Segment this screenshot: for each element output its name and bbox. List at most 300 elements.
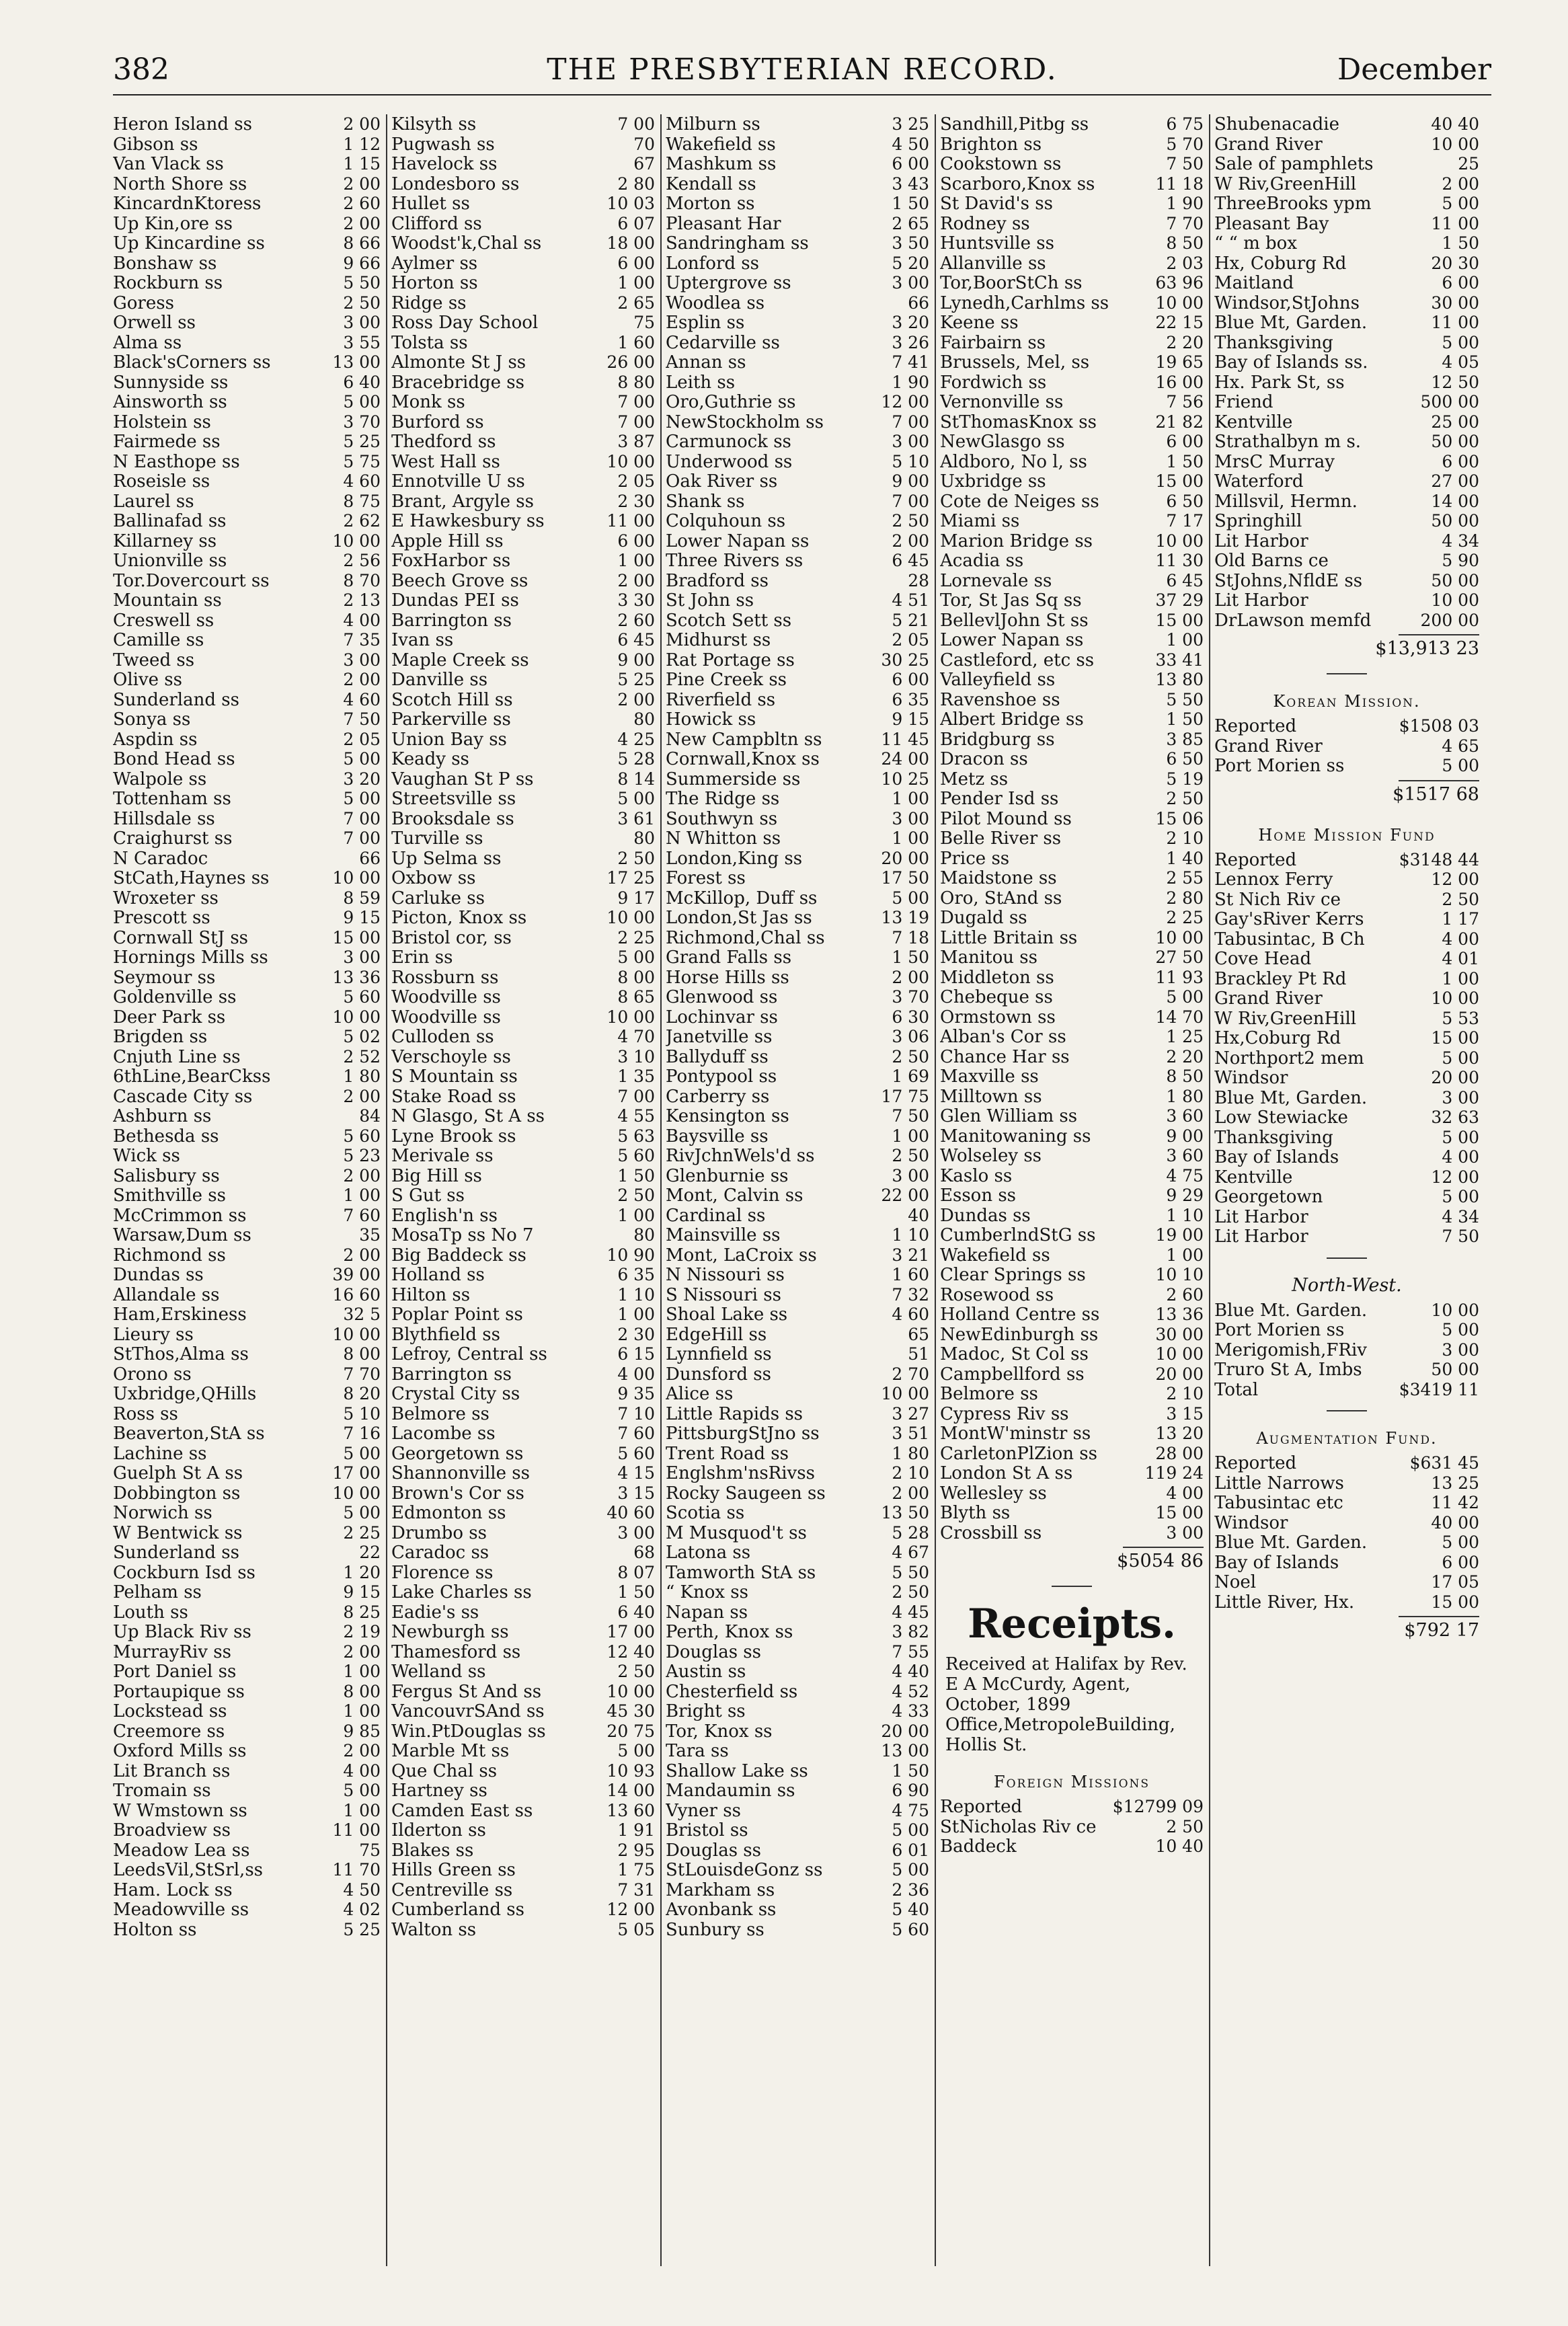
contributor-name: Tor,BoorStCh ss	[940, 274, 1083, 293]
ledger-row	[1214, 890, 1479, 910]
ledger-row	[391, 551, 655, 571]
ledger-row	[666, 1662, 929, 1682]
contributor-name: Reported	[1214, 717, 1297, 736]
ledger-row	[940, 531, 1204, 551]
ledger-row	[940, 1067, 1204, 1087]
ledger-row	[940, 769, 1204, 789]
amount: 10 00	[1431, 590, 1479, 610]
amount: 9 15	[892, 709, 929, 729]
ledger-row	[113, 1027, 381, 1047]
amount: $631 45	[1409, 1453, 1479, 1473]
ledger-row	[113, 1245, 381, 1266]
ledger-row	[391, 1027, 655, 1047]
ledger-row	[113, 1781, 381, 1801]
amount: 1 12	[343, 134, 381, 154]
amount: 2 50	[892, 511, 929, 531]
contributor-name: Woodville ss	[391, 1007, 501, 1028]
amount: 3 55	[343, 332, 381, 352]
contributor-name: Brussels, Mel, ss	[940, 353, 1090, 373]
amount: 3 00	[343, 313, 381, 332]
amount: 1 00	[1166, 1245, 1204, 1265]
ledger-row	[391, 254, 655, 274]
ledger-row	[666, 154, 929, 174]
ledger-row	[666, 1245, 929, 1266]
ledger-row	[113, 174, 381, 194]
contributor-name: Ashburn ss	[113, 1107, 212, 1126]
contributor-name: Goress	[113, 293, 174, 313]
contributor-name: Lit Harbor	[1214, 1207, 1308, 1227]
ledger-row	[113, 590, 381, 611]
ledger-row	[391, 1523, 655, 1543]
amount: 39 00	[332, 1265, 381, 1284]
amount: 9 00	[1166, 1126, 1204, 1146]
amount: 3 15	[617, 1483, 655, 1503]
ledger-row	[1214, 1128, 1479, 1148]
contributor-name: Scarboro,Knox ss	[940, 174, 1095, 194]
contributor-name: Old Barns ce	[1214, 551, 1329, 571]
amount: 3 27	[892, 1403, 929, 1424]
amount: 14 70	[1155, 1007, 1204, 1027]
amount: 3 85	[1166, 729, 1204, 749]
amount: 10 00	[1431, 1300, 1479, 1320]
contributor-name: Sonya ss	[113, 710, 191, 730]
contributor-name: Tolsta ss	[391, 333, 468, 353]
contributor-name: Blue Mt. Garden.	[1214, 1533, 1368, 1553]
ledger-row	[113, 1047, 381, 1067]
amount: 5 60	[892, 1919, 929, 1939]
amount: 5 20	[892, 253, 929, 273]
amount: 5 70	[1166, 134, 1204, 154]
amount: 2 20	[1166, 332, 1204, 352]
ledger-row	[1214, 471, 1479, 492]
contributor-name: Bond Head ss	[113, 750, 235, 769]
contributor-name: Brigden ss	[113, 1028, 208, 1047]
ledger-row	[391, 392, 655, 412]
amount: 17 50	[881, 868, 929, 888]
foreign-missions-rows	[940, 1797, 1204, 1857]
ledger-row	[666, 1344, 929, 1364]
contributor-name: Uxbridge,QHills	[113, 1385, 257, 1404]
contributor-name: Cornwall,Knox ss	[666, 750, 820, 769]
ledger-row	[391, 492, 655, 512]
ledger-row	[113, 1820, 381, 1840]
contributor-name: Cedarville ss	[666, 333, 780, 353]
ledger-row	[113, 1622, 381, 1642]
ledger-row	[113, 1582, 381, 1602]
amount: 5 00	[1166, 987, 1204, 1007]
amount: 5 00	[892, 1820, 929, 1840]
ledger-row	[113, 1364, 381, 1385]
contributor-name: Alma ss	[113, 333, 182, 353]
ledger-row	[113, 373, 381, 393]
ledger-row	[940, 352, 1204, 373]
ledger-row	[666, 492, 929, 512]
ledger-row	[113, 1741, 381, 1761]
amount: 1 40	[1166, 848, 1204, 868]
amount: 5 00	[343, 392, 381, 412]
ledger-row	[666, 254, 929, 274]
amount: 7 60	[343, 1205, 381, 1225]
contributor-name: Pugwash ss	[391, 134, 495, 155]
ledger-row	[666, 1761, 929, 1781]
amount: 3 70	[343, 412, 381, 432]
ledger-row	[113, 254, 381, 274]
ledger-row	[666, 214, 929, 234]
ledger-row	[113, 928, 381, 948]
contributor-name: Rockburn ss	[113, 274, 223, 293]
contributor-name: Fairmede ss	[113, 432, 221, 452]
ledger-row	[1214, 1592, 1479, 1613]
ledger-row	[113, 1206, 381, 1226]
ledger-row	[666, 1721, 929, 1742]
amount: 63 96	[1155, 273, 1204, 293]
amount: 32 5	[343, 1305, 381, 1324]
amount: 10 00	[332, 868, 381, 888]
ledger-row	[391, 1344, 655, 1364]
ledger-row	[940, 1126, 1204, 1147]
amount: 1 91	[617, 1820, 655, 1840]
amount: 4 75	[1166, 1165, 1204, 1186]
contributor-name: Brown's Cor ss	[391, 1483, 524, 1504]
ledger-row	[666, 114, 929, 134]
amount: 10 00	[332, 1324, 381, 1344]
ledger-row	[113, 154, 381, 174]
amount: 7 50	[1166, 154, 1204, 173]
amount: 4 60	[892, 1305, 929, 1324]
contributor-name: Welland ss	[391, 1662, 486, 1682]
amount: 2 00	[892, 1483, 929, 1503]
amount: 7 32	[892, 1284, 929, 1305]
amount: 65	[908, 1324, 929, 1344]
contributor-name: Tor, St Jas Sq ss	[940, 591, 1082, 611]
amount: 5 25	[617, 670, 655, 689]
ledger-row	[391, 352, 655, 373]
amount: 4 02	[343, 1900, 381, 1919]
ledger-row	[391, 1285, 655, 1305]
amount: 45 30	[606, 1701, 655, 1721]
contributor-name: Oak River ss	[666, 472, 778, 492]
contributor-name: Guelph St A ss	[113, 1464, 243, 1483]
contributor-name: Trent Road ss	[666, 1444, 789, 1464]
contributor-name: London St A ss	[940, 1464, 1073, 1483]
ledger-row	[1214, 1513, 1479, 1533]
contributor-name: Belmore ss	[391, 1404, 489, 1424]
amount: 13 60	[606, 1800, 655, 1820]
amount: 3 00	[343, 650, 381, 670]
amount: 13 20	[1155, 1424, 1204, 1443]
amount: 12 40	[606, 1641, 655, 1662]
receipts-title: Receipts.	[968, 1600, 1176, 1647]
amount: 5 00	[1442, 194, 1479, 213]
contributor-name: Unionville ss	[113, 551, 227, 571]
ledger-row	[940, 650, 1204, 670]
total-amount: $3419 11	[1399, 1379, 1479, 1399]
ledger-row	[391, 452, 655, 472]
ledger-row	[1214, 1473, 1479, 1494]
contributor-name: Deer Park ss	[113, 1007, 226, 1028]
contributor-name: Fairbairn ss	[940, 333, 1046, 353]
contributor-name: Perth, Knox ss	[666, 1623, 793, 1642]
ledger-row	[391, 809, 655, 829]
amount: 6 40	[343, 372, 381, 392]
amount: 10 00	[1431, 988, 1479, 1008]
ledger-row	[940, 511, 1204, 531]
amount: 5 00	[892, 1860, 929, 1879]
ledger-row	[113, 868, 381, 888]
amount: 5 50	[892, 1562, 929, 1582]
ledger-row	[666, 1682, 929, 1702]
amount: 6 00	[1166, 432, 1204, 451]
amount: 2 62	[343, 511, 381, 531]
ledger-row	[666, 1087, 929, 1107]
contributor-name: FoxHarbor ss	[391, 551, 511, 571]
augmentation-fund-rows	[1214, 1453, 1479, 1612]
contributor-name: Kensington ss	[666, 1107, 789, 1126]
amount: 1 50	[892, 194, 929, 213]
ledger-row	[666, 1880, 929, 1900]
amount: 1 00	[1442, 968, 1479, 988]
contributor-name: Reported	[1214, 1454, 1297, 1473]
ledger-row	[391, 432, 655, 452]
amount: 10 00	[606, 908, 655, 927]
amount: 3 61	[617, 808, 655, 828]
contributor-name: Rocky Saugeen ss	[666, 1483, 826, 1504]
contributor-name: Bristol cor, ss	[391, 928, 512, 948]
amount: 5 25	[343, 1919, 381, 1939]
ledger-row	[666, 1463, 929, 1483]
contributor-name: W Wmstown ss	[113, 1801, 247, 1821]
ledger-row	[666, 730, 929, 750]
amount: 2 13	[343, 590, 381, 610]
contributor-name: Blue Mt. Garden.	[1214, 1301, 1368, 1321]
contributor-name: Sunderland ss	[113, 690, 239, 710]
amount: 2 10	[1166, 1384, 1204, 1403]
contributor-name: StJohns,NfldE ss	[1214, 571, 1363, 591]
contributor-name: Ainsworth ss	[113, 393, 227, 412]
ledger-row	[391, 1007, 655, 1028]
amount: 7 00	[617, 1086, 655, 1106]
ledger-row	[391, 947, 655, 968]
amount: 1 50	[617, 1582, 655, 1602]
contributor-name: Camille ss	[113, 631, 204, 650]
contributor-name: Rosewood ss	[940, 1285, 1054, 1305]
contributor-name: Bay of Islands	[1214, 1148, 1339, 1167]
ledger-row	[1214, 254, 1479, 274]
contributor-name: Pleasant Har	[666, 214, 781, 234]
amount: 2 60	[1166, 1284, 1204, 1305]
contributor-name: Prescott ss	[113, 908, 210, 928]
ledger-row	[940, 1087, 1204, 1107]
ledger-row	[391, 1126, 655, 1147]
ledger-row	[1214, 373, 1479, 393]
ledger-row	[940, 987, 1204, 1007]
amount: 2 20	[1166, 1046, 1204, 1067]
amount: 200 00	[1420, 610, 1479, 630]
ledger-row	[940, 849, 1204, 869]
amount: 8 50	[1166, 233, 1204, 253]
ledger-row	[940, 1483, 1204, 1504]
ledger-row	[940, 1106, 1204, 1126]
ledger-row	[940, 471, 1204, 492]
contributor-name: Milburn ss	[666, 115, 760, 134]
contributor-name: Horse Hills ss	[666, 968, 789, 988]
ledger-row	[391, 1642, 655, 1662]
amount: 15 00	[1155, 610, 1204, 630]
ledger-row	[1214, 929, 1479, 949]
contributor-name: Valleyfield ss	[940, 670, 1056, 690]
contributor-name: Aspdin ss	[113, 730, 198, 750]
contributor-name: Pleasant Bay	[1214, 214, 1329, 234]
contributor-name: Gay'sRiver Kerrs	[1214, 910, 1364, 929]
contributor-name: Low Stewiacke	[1214, 1108, 1348, 1128]
contributor-name: Pender Isd ss	[940, 789, 1059, 809]
contributor-name: Hornings Mills ss	[113, 948, 268, 968]
ledger-row	[113, 511, 381, 531]
contributor-name: Richmond,Chal ss	[666, 928, 825, 948]
amount: 3 87	[617, 432, 655, 451]
ledger-row	[113, 412, 381, 432]
contributor-name: Merigomish,FRiv	[1214, 1340, 1367, 1360]
ledger-row	[1214, 1301, 1479, 1321]
amount: 40 00	[1431, 1512, 1479, 1533]
amount: 9 29	[1166, 1186, 1204, 1205]
ledger-row	[391, 233, 655, 254]
ledger-row	[113, 432, 381, 452]
contributor-name: CumberlndStG ss	[940, 1226, 1096, 1245]
contributor-name: Markham ss	[666, 1880, 775, 1900]
contributor-name: Wroxeter ss	[113, 888, 219, 908]
amount: 1 50	[1166, 709, 1204, 729]
amount: 3 00	[892, 432, 929, 451]
contributor-name: Bright ss	[666, 1702, 746, 1721]
ledger-row	[391, 709, 655, 730]
contributor-name: Maitland	[1214, 274, 1294, 293]
amount: 15 00	[1431, 1028, 1479, 1048]
ledger-row	[391, 650, 655, 670]
contributor-name: Englshm'nsRivss	[666, 1464, 815, 1483]
contributor-name: Woodlea ss	[666, 293, 765, 313]
ledger-row	[391, 888, 655, 908]
amount: 6 45	[617, 630, 655, 650]
amount: 15 06	[1155, 808, 1204, 828]
contributor-name: Port Daniel ss	[113, 1662, 237, 1682]
amount: 3 30	[617, 590, 655, 610]
ledger-row	[940, 968, 1204, 988]
contributor-name: Bethesda ss	[113, 1126, 219, 1147]
divider	[1052, 1586, 1092, 1587]
amount: 4 00	[1442, 1147, 1479, 1167]
amount: 25 00	[1431, 412, 1479, 432]
contributor-name: Almonte St J ss	[391, 353, 526, 373]
ledger-row	[666, 1920, 929, 1940]
ledger-row	[113, 333, 381, 353]
contributor-name: Morton ss	[666, 194, 755, 214]
ledger-row	[666, 392, 929, 412]
ledger-row	[1214, 333, 1479, 353]
ledger-row	[1214, 1227, 1479, 1247]
ledger-row	[113, 709, 381, 730]
contributor-name: Esplin ss	[666, 313, 745, 333]
amount: 5 10	[892, 451, 929, 471]
contributor-name: Castleford, etc ss	[940, 650, 1095, 670]
contributor-name: StCath,Haynes ss	[113, 869, 270, 888]
ledger-row	[113, 888, 381, 908]
ledger-row	[940, 233, 1204, 254]
amount: 2 10	[1166, 828, 1204, 848]
contributor-name: Carluke ss	[391, 888, 485, 908]
amount: 8 07	[617, 1562, 655, 1582]
ledger-row	[113, 551, 381, 571]
amount: 4 60	[343, 471, 381, 491]
amount: 75	[359, 1840, 381, 1860]
contributor-name: Mountain ss	[113, 591, 222, 611]
contributor-name: Carmunock ss	[666, 432, 791, 452]
ledger-row	[940, 1444, 1204, 1464]
amount: 5 28	[617, 749, 655, 769]
contributor-name: Turville ss	[391, 829, 483, 849]
amount: 4 75	[892, 1800, 929, 1820]
contributor-name: Danville ss	[391, 670, 488, 690]
amount: 21 82	[1155, 412, 1204, 432]
contributor-name: Hullet ss	[391, 194, 470, 214]
ledger-row	[666, 709, 929, 730]
ledger-row	[940, 670, 1204, 690]
contributor-name: Killarney ss	[113, 531, 217, 551]
amount: 8 65	[617, 987, 655, 1007]
ledger-row	[113, 233, 381, 254]
contributor-name: Cove Head	[1214, 949, 1312, 969]
amount: 2 19	[343, 1622, 381, 1641]
contributor-name: London,St Jas ss	[666, 908, 812, 928]
contributor-name: Hx, Coburg Rd	[1214, 254, 1347, 274]
contributor-name: Up Kin,ore ss	[113, 214, 233, 234]
contributor-name: Rossburn ss	[391, 968, 499, 988]
ledger-row	[666, 1543, 929, 1563]
ledger-row	[391, 1801, 655, 1821]
amount: 3 00	[617, 1522, 655, 1543]
amount: 3 00	[1166, 1522, 1204, 1543]
contributor-name: Austin ss	[666, 1662, 746, 1682]
amount: 2 00	[343, 114, 381, 134]
contributor-name: Lit Harbor	[1214, 1227, 1308, 1247]
contributor-name: Keady ss	[391, 750, 469, 769]
contributor-name: Ham,Erskiness	[113, 1305, 247, 1325]
amount: 7 35	[343, 630, 381, 650]
ledger-row	[940, 908, 1204, 928]
ledger-row	[113, 1721, 381, 1742]
ledger-row	[113, 809, 381, 829]
amount: 9 00	[617, 650, 655, 670]
contributor-name: Lit Harbor	[1214, 531, 1308, 551]
contributor-name: Oro, StAnd ss	[940, 888, 1062, 908]
amount: 4 05	[1442, 352, 1479, 372]
amount: 9 00	[892, 471, 929, 491]
contributor-name: Reported	[1214, 850, 1297, 870]
contributor-name: N Easthope ss	[113, 452, 240, 472]
contributor-name: McKillop, Duff ss	[666, 888, 818, 908]
ledger-row	[1214, 756, 1479, 776]
contributor-name: Scotch Sett ss	[666, 611, 792, 631]
ledger-row	[940, 154, 1204, 174]
ledger-row	[1214, 273, 1479, 293]
ledger-row	[666, 1206, 929, 1226]
ledger-row	[666, 849, 929, 869]
ledger-row	[666, 1523, 929, 1543]
contributor-name: Tor.Dovercourt ss	[113, 571, 270, 591]
amount: 10 00	[606, 1007, 655, 1027]
amount: 7 16	[343, 1424, 381, 1443]
contributor-name: Mashkum ss	[666, 155, 777, 174]
